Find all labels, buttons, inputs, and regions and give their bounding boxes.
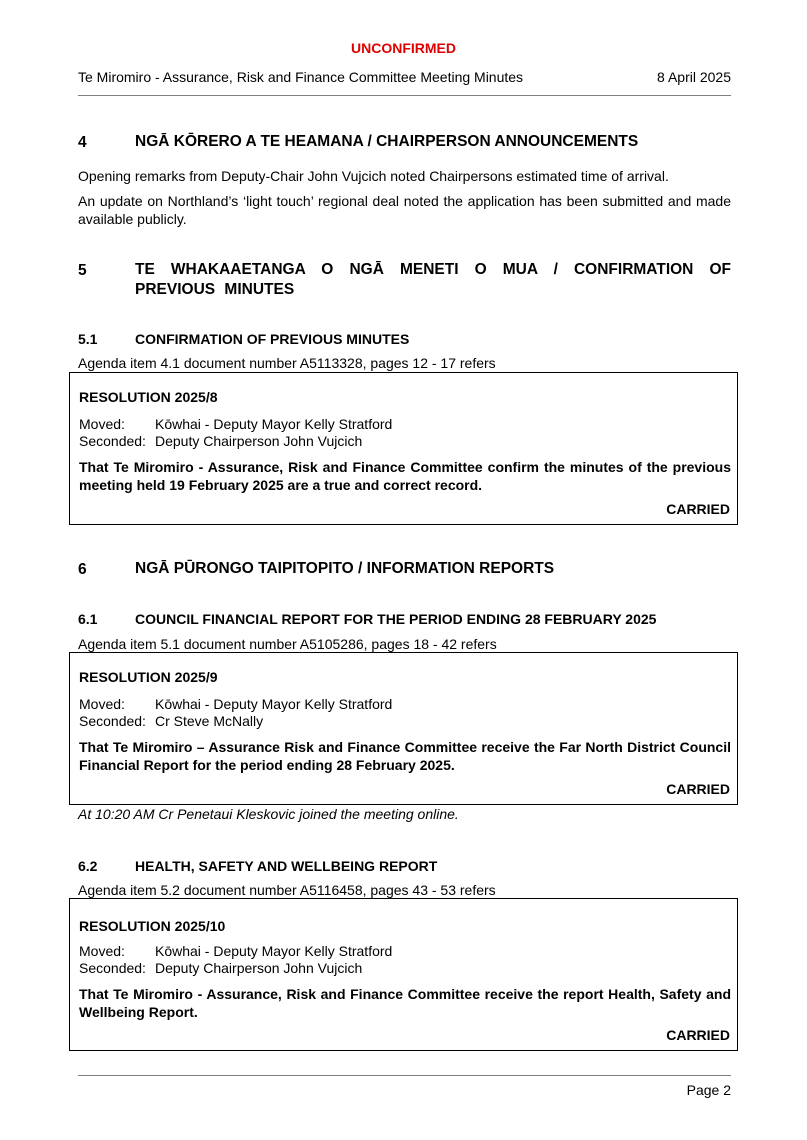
footer-divider bbox=[78, 1075, 731, 1076]
seconder: Deputy Chairperson John Vujcich bbox=[155, 433, 363, 449]
agenda-reference: Agenda item 5.1 document number A5105286, pages 18 - 42 refers bbox=[78, 636, 497, 652]
moved-label: Moved: bbox=[79, 416, 125, 432]
subsection-heading: COUNCIL FINANCIAL REPORT FOR THE PERIOD ENDING 28 FEBRUARY 2025 bbox=[135, 611, 657, 627]
section-number: 5 bbox=[78, 262, 87, 279]
meeting-date: 8 April 2025 bbox=[657, 69, 731, 85]
unconfirmed-label: UNCONFIRMED bbox=[351, 40, 456, 56]
mover: Kōwhai - Deputy Mayor Kelly Stratford bbox=[155, 416, 393, 432]
subsection-number: 5.1 bbox=[78, 331, 98, 347]
resolution-box bbox=[69, 372, 738, 525]
mover: Kōwhai - Deputy Mayor Kelly Stratford bbox=[155, 696, 393, 712]
moved-line bbox=[79, 943, 392, 960]
resolution-text: That Te Miromiro – Assurance Risk and Finance Committee receive the Far North District Council Financial Report for the period ending 28 February 2025. bbox=[79, 739, 731, 773]
paragraph: An update on Northland’s ‘light touch’ regional deal noted the application has been submitted and made available publicly. bbox=[78, 193, 731, 227]
seconded-line bbox=[79, 960, 362, 977]
resolution-text: That Te Miromiro - Assurance, Risk and Finance Committee confirm the minutes of the previous meeting held 19 February 2025 are a true and correct record. bbox=[79, 459, 731, 493]
resolution-text: That Te Miromiro - Assurance, Risk and Finance Committee receive the report Health, Safety and Wellbeing Report. bbox=[79, 986, 731, 1020]
section-heading: NGĀ KŌRERO A TE HEAMANA / CHAIRPERSON ANNOUNCEMENTS bbox=[135, 133, 639, 150]
meeting-note: At 10:20 AM Cr Penetaui Kleskovic joined the meeting online. bbox=[78, 806, 459, 822]
moved-line bbox=[79, 416, 392, 433]
seconder: Deputy Chairperson John Vujcich bbox=[155, 960, 363, 976]
agenda-reference: Agenda item 5.2 document number A5116458, pages 43 - 53 refers bbox=[78, 882, 496, 898]
seconded-line bbox=[79, 433, 362, 450]
paragraph: Opening remarks from Deputy-Chair John Vujcich noted Chairpersons estimated time of arrival. bbox=[78, 168, 669, 184]
resolution-outcome: CARRIED bbox=[666, 781, 730, 797]
seconded-label: Seconded: bbox=[79, 960, 146, 976]
agenda-reference: Agenda item 4.1 document number A5113328, pages 12 - 17 refers bbox=[78, 355, 496, 371]
document-title: Te Miromiro - Assurance, Risk and Finance Committee Meeting Minutes bbox=[78, 69, 524, 85]
section-heading: TE WHAKAAETANGA O NGĀ MENETI O MUA / CONFIRMATION OF PREVIOUS MINUTES bbox=[135, 261, 731, 298]
resolution-box bbox=[69, 652, 738, 805]
resolution-title: RESOLUTION 2025/10 bbox=[79, 918, 226, 934]
section-number: 4 bbox=[78, 134, 87, 151]
seconded-label: Seconded: bbox=[79, 713, 146, 729]
resolution-outcome: CARRIED bbox=[666, 1027, 730, 1043]
moved-line bbox=[79, 696, 392, 713]
subsection-heading: HEALTH, SAFETY AND WELLBEING REPORT bbox=[135, 858, 438, 874]
section-heading: NGĀ PŪRONGO TAIPITOPITO / INFORMATION REPORTS bbox=[135, 560, 555, 577]
section-number: 6 bbox=[78, 561, 87, 578]
subsection-number: 6.2 bbox=[78, 858, 98, 874]
mover: Kōwhai - Deputy Mayor Kelly Stratford bbox=[155, 943, 393, 959]
header-divider bbox=[78, 95, 731, 96]
resolution-outcome: CARRIED bbox=[666, 501, 730, 517]
seconded-line bbox=[79, 713, 263, 730]
resolution-title: RESOLUTION 2025/9 bbox=[79, 669, 218, 685]
subsection-number: 6.1 bbox=[78, 611, 98, 627]
moved-label: Moved: bbox=[79, 696, 125, 712]
resolution-box bbox=[69, 898, 738, 1051]
subsection-heading: CONFIRMATION OF PREVIOUS MINUTES bbox=[135, 331, 410, 347]
seconder: Cr Steve McNally bbox=[155, 713, 264, 729]
moved-label: Moved: bbox=[79, 943, 125, 959]
resolution-title: RESOLUTION 2025/8 bbox=[79, 389, 218, 405]
seconded-label: Seconded: bbox=[79, 433, 146, 449]
page-number: Page 2 bbox=[686, 1082, 731, 1098]
